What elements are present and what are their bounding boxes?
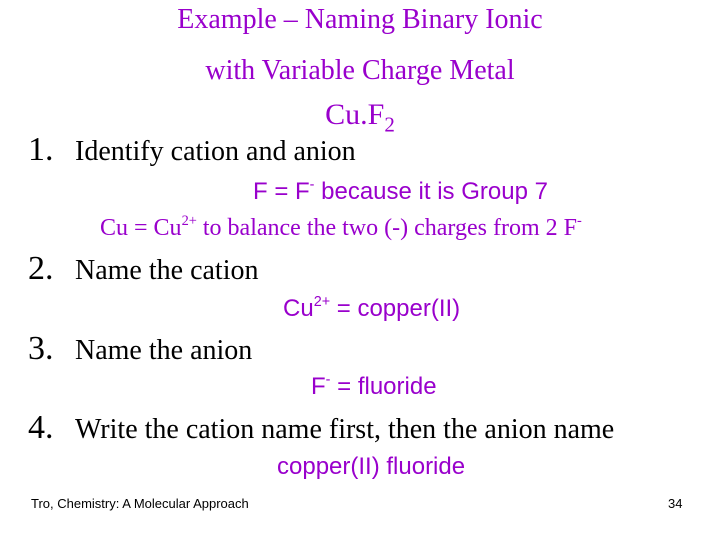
step-number-3: 3.	[28, 330, 54, 367]
f-line-part-a: F = F	[253, 178, 310, 205]
cation-charge: 2+	[313, 293, 331, 310]
anion-symbol: F	[311, 373, 326, 400]
cu-ion-explanation	[100, 212, 582, 242]
f-line-charge: -	[309, 176, 315, 193]
cation-name-text: = copper(II)	[330, 295, 461, 322]
compound-name-result: copper(II) fluoride	[277, 453, 466, 480]
step-text-4: Write the cation name first, then the anion name	[75, 414, 615, 445]
footer-source: Tro, Chemistry: A Molecular Approach	[31, 496, 249, 511]
cation-name	[283, 295, 460, 323]
cu-line-charge: 2+	[181, 212, 197, 229]
page-number: 34	[668, 496, 683, 511]
formula-base: Cu.F	[325, 98, 385, 131]
f-line-part-b: because it is Group 7	[314, 178, 548, 205]
step-text-1: Identify cation and anion	[75, 136, 356, 167]
formula-subscript: 2	[384, 112, 395, 137]
cu-line-part-a: Cu = Cu	[100, 215, 182, 241]
step-text-2: Name the cation	[75, 255, 259, 286]
step-number-2: 2.	[28, 250, 54, 287]
f-ion-explanation	[253, 178, 548, 206]
anion-name-text: = fluoride	[330, 373, 437, 400]
cu-line-f-charge: -	[576, 212, 582, 229]
slide-title-line2: with Variable Charge Metal	[205, 55, 515, 86]
step-number-4: 4.	[28, 409, 54, 446]
anion-name	[311, 373, 437, 401]
compound-formula	[0, 98, 720, 137]
step-text-3: Name the anion	[75, 335, 253, 366]
cu-line-part-b: to balance the two (-) charges from 2 F	[196, 215, 577, 241]
slide-title-line1: Example – Naming Binary Ionic	[177, 4, 543, 35]
cation-symbol: Cu	[283, 295, 314, 322]
anion-charge: -	[325, 371, 331, 388]
step-number-1: 1.	[28, 131, 54, 168]
